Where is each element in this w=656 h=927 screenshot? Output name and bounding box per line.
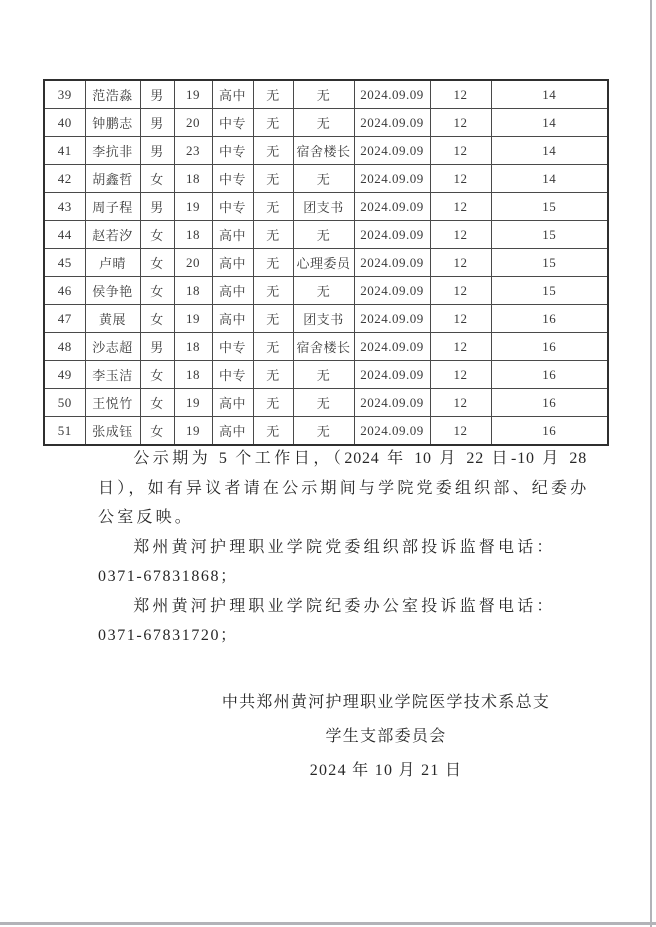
table-cell: 无 bbox=[293, 109, 354, 137]
table-cell: 无 bbox=[253, 80, 293, 109]
table-cell: 高中 bbox=[212, 277, 253, 305]
table-cell: 男 bbox=[140, 137, 174, 165]
table-cell: 18 bbox=[174, 221, 212, 249]
table-cell: 2024.09.09 bbox=[354, 221, 430, 249]
table-cell: 高中 bbox=[212, 80, 253, 109]
table-cell: 中专 bbox=[212, 361, 253, 389]
table-cell: 19 bbox=[174, 389, 212, 417]
table-row bbox=[44, 333, 608, 361]
table-cell: 女 bbox=[140, 249, 174, 277]
table-cell: 23 bbox=[174, 137, 212, 165]
table-cell: 12 bbox=[430, 109, 491, 137]
table-cell: 15 bbox=[491, 193, 608, 221]
table-row bbox=[44, 193, 608, 221]
table-cell: 周子程 bbox=[85, 193, 140, 221]
table-row bbox=[44, 305, 608, 333]
table-row bbox=[44, 417, 608, 446]
table-cell: 王悦竹 bbox=[85, 389, 140, 417]
table-cell: 宿舍楼长 bbox=[293, 137, 354, 165]
table-cell: 高中 bbox=[212, 305, 253, 333]
table-cell: 无 bbox=[253, 305, 293, 333]
table-cell: 46 bbox=[44, 277, 85, 305]
table-cell: 12 bbox=[430, 137, 491, 165]
notice-line: 公室反映。 bbox=[98, 509, 195, 526]
table-cell: 李抗非 bbox=[85, 137, 140, 165]
notice-text bbox=[98, 444, 587, 651]
table-cell: 高中 bbox=[212, 389, 253, 417]
table-cell: 无 bbox=[293, 417, 354, 446]
signature-committee-line: 学生支部委员会 bbox=[325, 728, 447, 745]
table-cell: 19 bbox=[174, 417, 212, 446]
notice-line-discipline-phone-label: 郑州黄河护理职业学院纪委办公室投诉监督电话： bbox=[133, 597, 556, 615]
table-cell: 16 bbox=[491, 305, 608, 333]
table-row bbox=[44, 80, 608, 109]
signature-org-line: 中共郑州黄河护理职业学院医学技术系总支 bbox=[221, 694, 551, 711]
table-cell: 中专 bbox=[212, 193, 253, 221]
table-cell: 48 bbox=[44, 333, 85, 361]
table-cell: 高中 bbox=[212, 221, 253, 249]
table-cell: 宿舍楼长 bbox=[293, 333, 354, 361]
table-cell: 沙志超 bbox=[85, 333, 140, 361]
table-cell: 14 bbox=[491, 165, 608, 193]
page-edge-bottom bbox=[0, 922, 656, 925]
table-cell: 18 bbox=[174, 361, 212, 389]
table-cell: 无 bbox=[253, 333, 293, 361]
table-cell: 无 bbox=[253, 417, 293, 446]
table-cell: 42 bbox=[44, 165, 85, 193]
table-cell: 41 bbox=[44, 137, 85, 165]
table-cell: 43 bbox=[44, 193, 85, 221]
table-cell: 19 bbox=[174, 305, 212, 333]
table-cell: 中专 bbox=[212, 333, 253, 361]
table-cell: 男 bbox=[140, 333, 174, 361]
table-cell: 16 bbox=[491, 333, 608, 361]
notice-discipline-phone-number: 0371-67831720； bbox=[98, 627, 238, 644]
table-cell: 无 bbox=[293, 221, 354, 249]
signature-date: 2024 年 10 月 21 日 bbox=[309, 762, 463, 779]
table-cell: 无 bbox=[293, 80, 354, 109]
table-cell: 12 bbox=[430, 193, 491, 221]
table-cell: 12 bbox=[430, 277, 491, 305]
table-row bbox=[44, 165, 608, 193]
table-cell: 钟鹏志 bbox=[85, 109, 140, 137]
table-cell: 李玉洁 bbox=[85, 361, 140, 389]
table-cell: 张成钰 bbox=[85, 417, 140, 446]
table-cell: 团支书 bbox=[293, 193, 354, 221]
table-cell: 19 bbox=[174, 193, 212, 221]
table-cell: 20 bbox=[174, 109, 212, 137]
notice-line-org-phone-label: 郑州黄河护理职业学院党委组织部投诉监督电话： bbox=[133, 538, 556, 556]
table-cell: 无 bbox=[293, 165, 354, 193]
table-cell: 2024.09.09 bbox=[354, 193, 430, 221]
table-cell: 无 bbox=[253, 277, 293, 305]
table-cell: 2024.09.09 bbox=[354, 277, 430, 305]
table-row bbox=[44, 361, 608, 389]
roster-body bbox=[44, 80, 608, 445]
table-cell: 18 bbox=[174, 165, 212, 193]
table-cell: 44 bbox=[44, 221, 85, 249]
notice-line: 公示期为 5 个工作日，（2024 年 10 月 22 日-10 月 28 bbox=[133, 450, 587, 467]
table-cell: 12 bbox=[430, 361, 491, 389]
table-row bbox=[44, 277, 608, 305]
table-cell: 2024.09.09 bbox=[354, 305, 430, 333]
table-cell: 卢晴 bbox=[85, 249, 140, 277]
table-cell: 胡鑫哲 bbox=[85, 165, 140, 193]
table-cell: 中专 bbox=[212, 137, 253, 165]
table-cell: 16 bbox=[491, 389, 608, 417]
table-cell: 男 bbox=[140, 193, 174, 221]
table-cell: 12 bbox=[430, 333, 491, 361]
table-cell: 女 bbox=[140, 389, 174, 417]
table-cell: 49 bbox=[44, 361, 85, 389]
table-cell: 19 bbox=[174, 80, 212, 109]
table-cell: 2024.09.09 bbox=[354, 165, 430, 193]
table-cell: 心理委员 bbox=[293, 249, 354, 277]
table-cell: 中专 bbox=[212, 165, 253, 193]
table-cell: 无 bbox=[253, 221, 293, 249]
table-cell: 女 bbox=[140, 417, 174, 446]
table-row bbox=[44, 109, 608, 137]
table-cell: 45 bbox=[44, 249, 85, 277]
table-cell: 无 bbox=[253, 109, 293, 137]
page-edge-right bbox=[650, 0, 652, 927]
notice-org-phone-number: 0371-67831868； bbox=[98, 568, 238, 585]
table-cell: 无 bbox=[253, 137, 293, 165]
table-cell: 侯争艳 bbox=[85, 277, 140, 305]
table-row bbox=[44, 249, 608, 277]
table-cell: 无 bbox=[293, 277, 354, 305]
table-cell: 40 bbox=[44, 109, 85, 137]
table-cell: 中专 bbox=[212, 109, 253, 137]
table-row bbox=[44, 137, 608, 165]
table-cell: 12 bbox=[430, 389, 491, 417]
table-cell: 女 bbox=[140, 277, 174, 305]
table-cell: 39 bbox=[44, 80, 85, 109]
table-cell: 团支书 bbox=[293, 305, 354, 333]
table-row bbox=[44, 389, 608, 417]
table-cell: 12 bbox=[430, 221, 491, 249]
table-cell: 男 bbox=[140, 80, 174, 109]
table-cell: 2024.09.09 bbox=[354, 249, 430, 277]
table-cell: 20 bbox=[174, 249, 212, 277]
table-cell: 2024.09.09 bbox=[354, 389, 430, 417]
table-cell: 男 bbox=[140, 109, 174, 137]
table-cell: 女 bbox=[140, 305, 174, 333]
table-cell: 15 bbox=[491, 277, 608, 305]
roster-table bbox=[43, 79, 609, 446]
table-cell: 女 bbox=[140, 361, 174, 389]
table-cell: 15 bbox=[491, 249, 608, 277]
table-cell: 女 bbox=[140, 221, 174, 249]
table-cell: 51 bbox=[44, 417, 85, 446]
table-cell: 2024.09.09 bbox=[354, 333, 430, 361]
table-cell: 无 bbox=[293, 389, 354, 417]
table-cell: 无 bbox=[253, 165, 293, 193]
table-cell: 高中 bbox=[212, 417, 253, 446]
table-cell: 47 bbox=[44, 305, 85, 333]
table-cell: 2024.09.09 bbox=[354, 417, 430, 446]
table-cell: 2024.09.09 bbox=[354, 361, 430, 389]
table-cell: 无 bbox=[253, 389, 293, 417]
table-cell: 18 bbox=[174, 277, 212, 305]
table-cell: 12 bbox=[430, 80, 491, 109]
table-cell: 18 bbox=[174, 333, 212, 361]
notice-line: 日），如有异议者请在公示期间与学院党委组织部、纪委办 bbox=[98, 479, 587, 497]
table-cell: 女 bbox=[140, 165, 174, 193]
table-cell: 12 bbox=[430, 305, 491, 333]
table-cell: 无 bbox=[293, 361, 354, 389]
table-cell: 14 bbox=[491, 137, 608, 165]
table-cell: 15 bbox=[491, 221, 608, 249]
table-cell: 2024.09.09 bbox=[354, 109, 430, 137]
table-cell: 2024.09.09 bbox=[354, 137, 430, 165]
table-cell: 无 bbox=[253, 193, 293, 221]
table-cell: 16 bbox=[491, 417, 608, 446]
table-cell: 范浩淼 bbox=[85, 80, 140, 109]
table-cell: 赵若汐 bbox=[85, 221, 140, 249]
table-cell: 50 bbox=[44, 389, 85, 417]
table-cell: 14 bbox=[491, 80, 608, 109]
table-cell: 12 bbox=[430, 165, 491, 193]
signature-block bbox=[168, 686, 604, 788]
table-cell: 2024.09.09 bbox=[354, 80, 430, 109]
table-cell: 14 bbox=[491, 109, 608, 137]
table-cell: 12 bbox=[430, 417, 491, 446]
table-cell: 高中 bbox=[212, 249, 253, 277]
table-cell: 12 bbox=[430, 249, 491, 277]
table-row bbox=[44, 221, 608, 249]
table-cell: 无 bbox=[253, 249, 293, 277]
table-cell: 黄展 bbox=[85, 305, 140, 333]
table-cell: 16 bbox=[491, 361, 608, 389]
table-cell: 无 bbox=[253, 361, 293, 389]
